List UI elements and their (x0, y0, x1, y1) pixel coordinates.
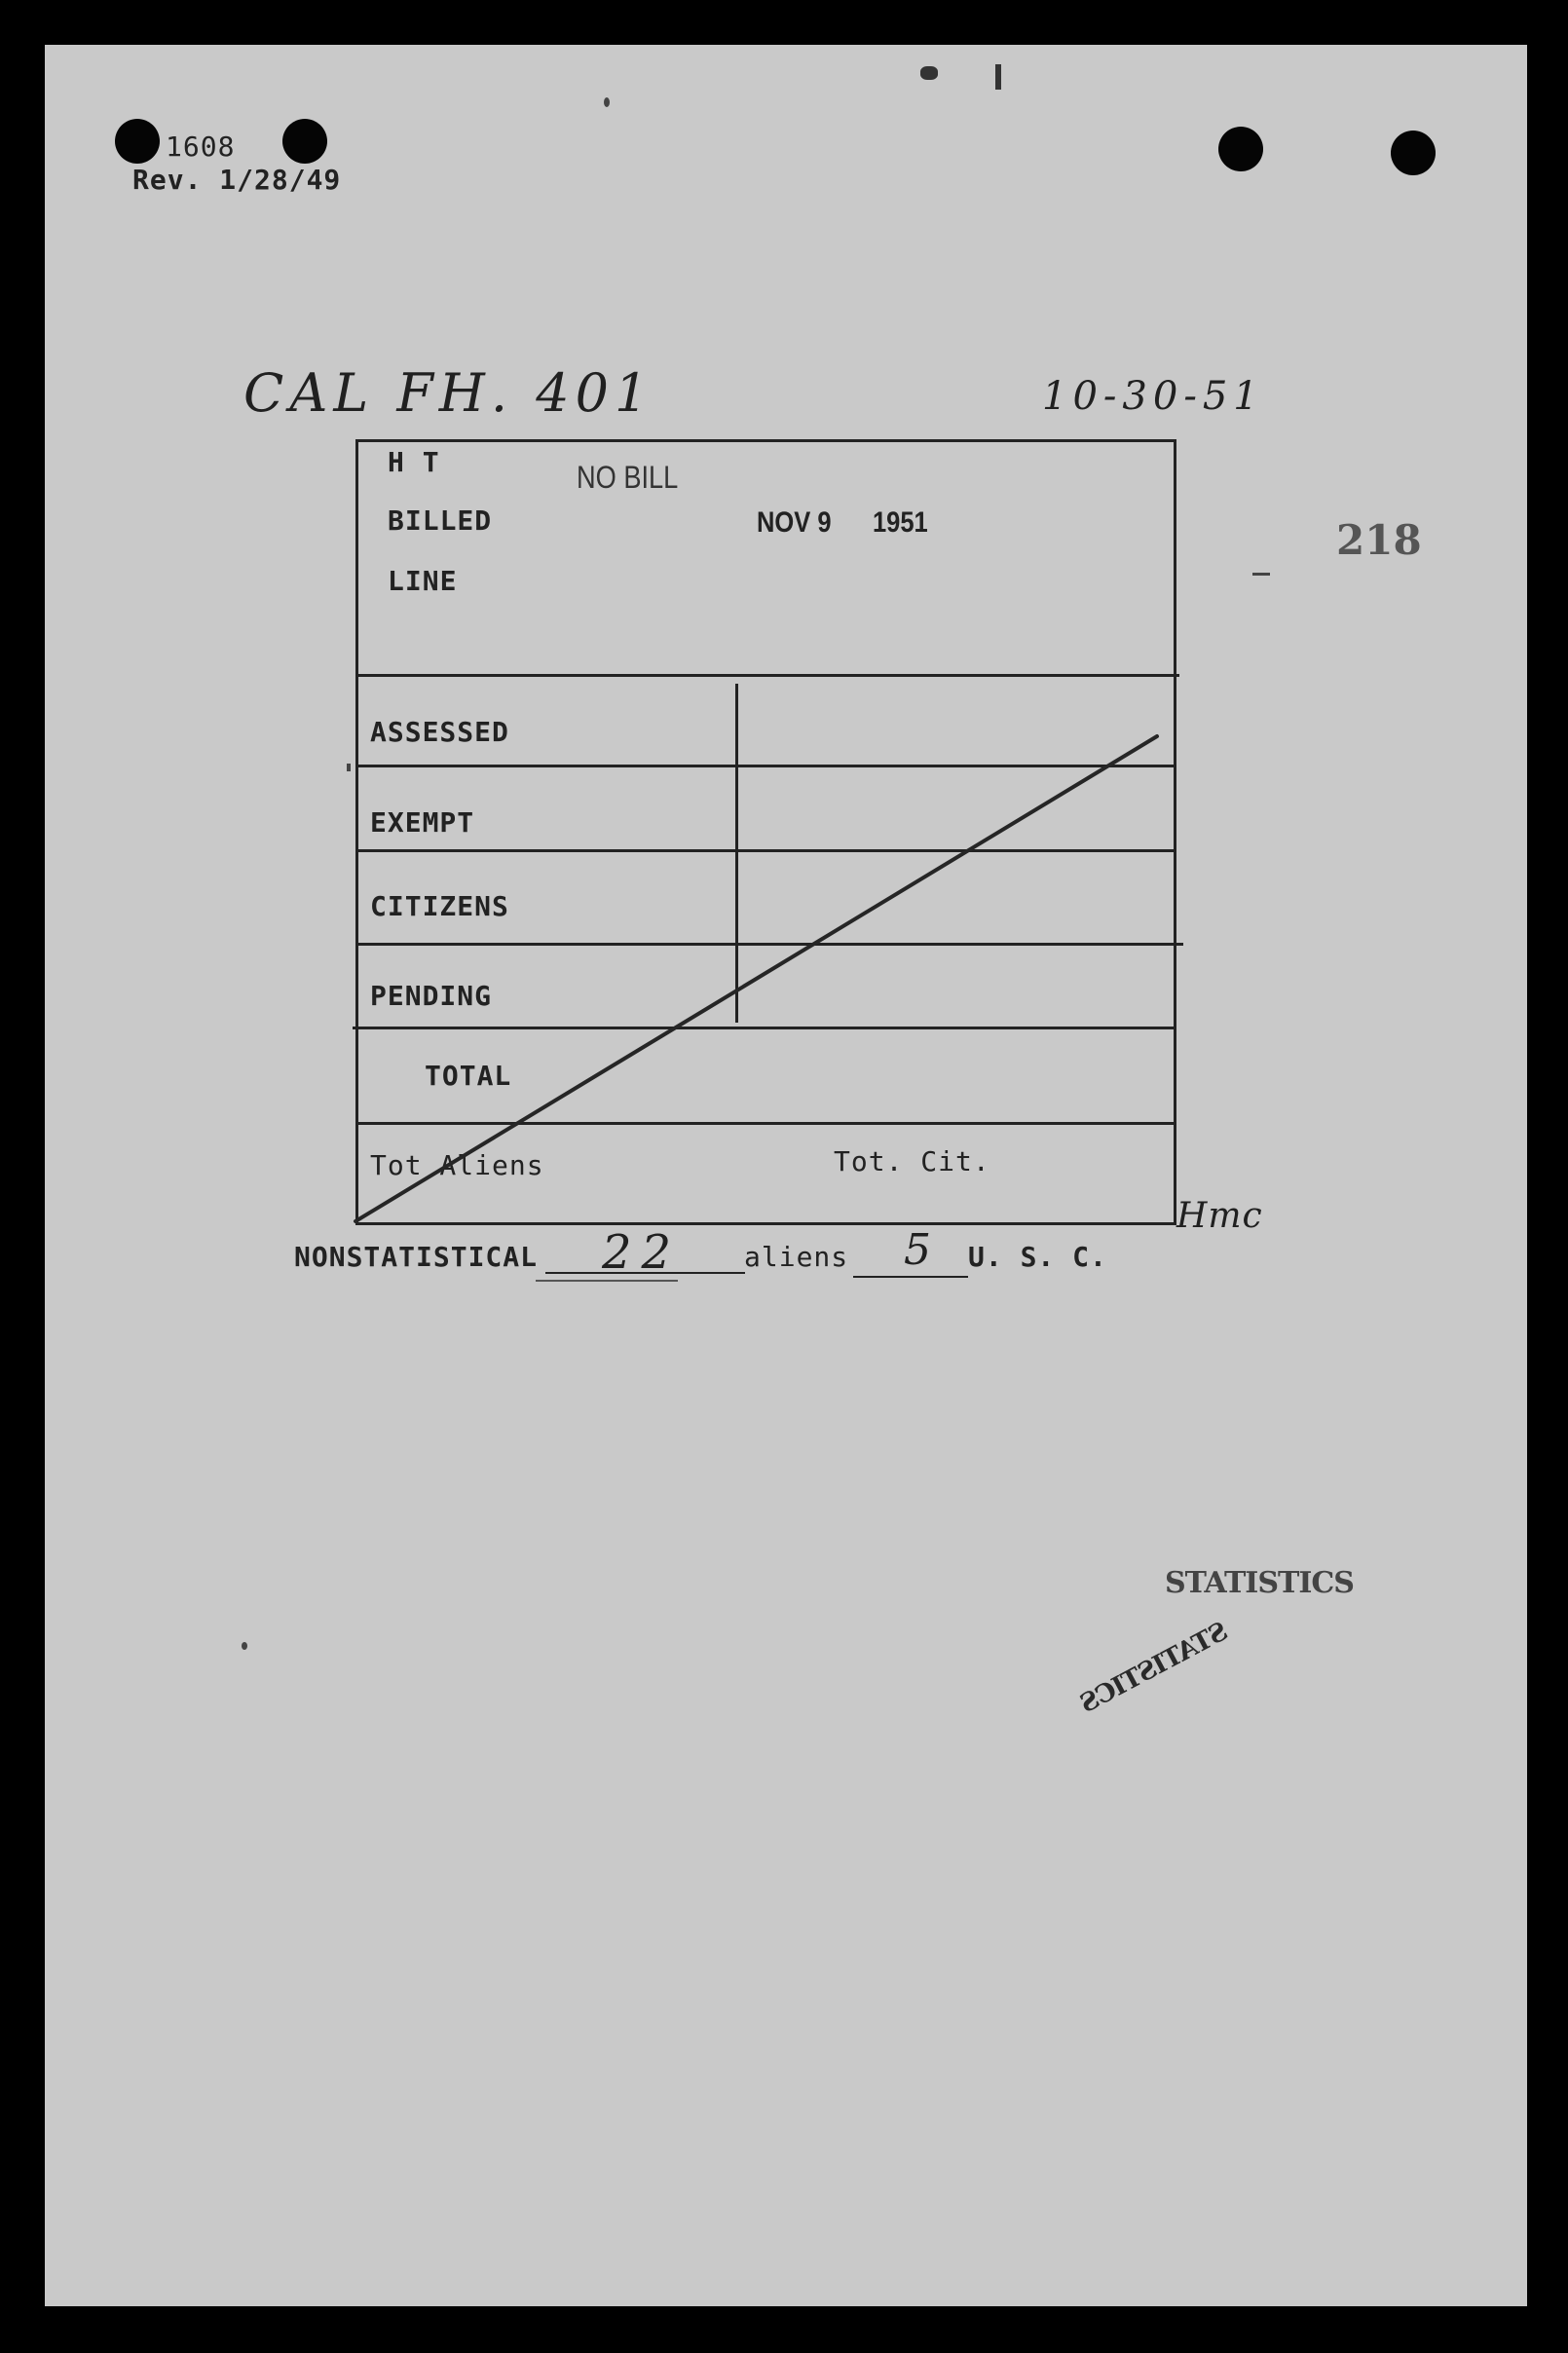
form-revision: Rev. 1/28/49 (132, 164, 342, 196)
ht-label: H T (388, 446, 440, 478)
usc-label: U. S. C. (968, 1241, 1107, 1273)
handwritten-aliens-count: 22 (602, 1225, 682, 1280)
handwritten-initials: Hmc (1176, 1196, 1263, 1236)
total-label: TOTAL (425, 1060, 512, 1092)
row-label-citizens: CITIZENS (370, 890, 509, 922)
tot-cit-label: Tot. Cit. (834, 1145, 990, 1177)
date-stamp-year: 1951 (873, 506, 928, 539)
no-bill-stamp: NO BILL (577, 460, 679, 495)
aliens-label: aliens (744, 1241, 849, 1273)
date-stamp-month-day: NOV 9 (757, 506, 832, 539)
tot-aliens-label: Tot Aliens (370, 1149, 544, 1181)
form-number: 1608 (166, 131, 236, 163)
row-label-pending: PENDING (370, 980, 493, 1012)
handwritten-reference: CAL FH. 401 (243, 362, 654, 424)
underline (536, 1280, 678, 1282)
statistics-stamp: STATISTICS (1165, 1566, 1354, 1600)
row-label-exempt: EXEMPT (370, 806, 475, 839)
underline (853, 1276, 968, 1278)
billed-label: BILLED (388, 504, 493, 537)
ink-dot (242, 1642, 247, 1650)
nonstatistical-label: NONSTATISTICAL (294, 1241, 539, 1273)
statistics-stamp-rotated: STATISTICS (1075, 1617, 1234, 1719)
page-number: 218 (1336, 516, 1422, 564)
ink-dot (347, 764, 351, 771)
line-label: LINE (388, 565, 458, 597)
handwritten-usc-count: 5 (904, 1225, 937, 1275)
row-label-assessed: ASSESSED (370, 716, 509, 748)
handwritten-date: 10-30-51 (1042, 374, 1264, 419)
